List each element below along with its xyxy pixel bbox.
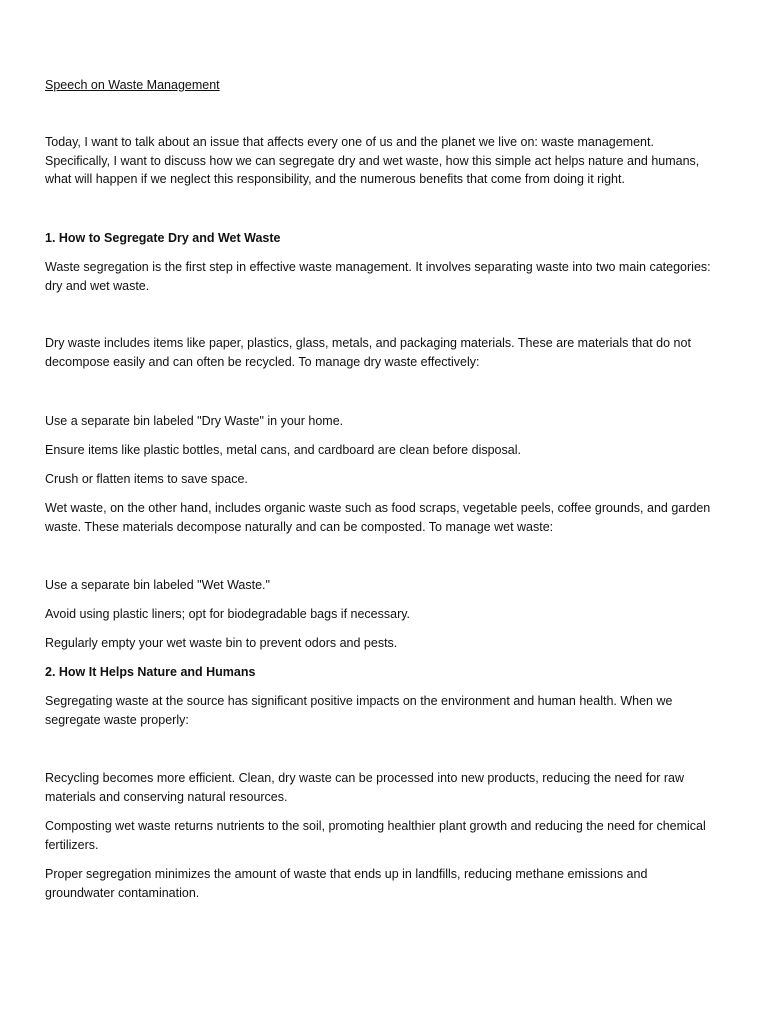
benefit-item: Proper segregation minimizes the amount of waste that ends up in landfills, reducing methane emissions and groundwater contamination.: [45, 867, 648, 900]
dry-waste-intro: Dry waste includes items like paper, plastics, glass, metals, and packaging materials. These are materials that do not decompose easily and can often be recycled. To manage dry waste effectively:: [45, 336, 691, 369]
section2-heading: 2. How It Helps Nature and Humans: [45, 665, 256, 679]
wet-waste-item: Regularly empty your wet waste bin to prevent odors and pests.: [45, 636, 398, 650]
section1-intro: Waste segregation is the first step in effective waste management. It involves separating waste into two main categories: dry and wet waste.: [45, 260, 711, 293]
section2-intro: Segregating waste at the source has significant positive impacts on the environment and human health. When we segregate waste properly:: [45, 694, 673, 727]
dry-waste-item: Crush or flatten items to save space.: [45, 472, 248, 486]
dry-waste-item: Use a separate bin labeled "Dry Waste" in your home.: [45, 414, 344, 428]
wet-waste-item: Use a separate bin labeled "Wet Waste.": [45, 578, 270, 592]
benefit-item: Recycling becomes more efficient. Clean, dry waste can be processed into new products, reducing the need for raw materials and conserving natural resources.: [45, 771, 684, 804]
wet-waste-item: Avoid using plastic liners; opt for biodegradable bags if necessary.: [45, 607, 411, 621]
intro-paragraph: Today, I want to talk about an issue that affects every one of us and the planet we live on: waste management. Specifically, I want to discuss how we can segregate dry and wet waste, how this simple act helps nature and humans, what will happen if we neglect this responsibility, and the numerous benefits that come from doing it right.: [45, 135, 700, 187]
wet-waste-intro: Wet waste, on the other hand, includes organic waste such as food scraps, vegetable peels, coffee grounds, and garden waste. These materials decompose naturally and can be composted. To manage wet waste:: [45, 501, 711, 534]
dry-waste-item: Ensure items like plastic bottles, metal cans, and cardboard are clean before disposal.: [45, 443, 521, 457]
document-title: Speech on Waste Management: [45, 78, 220, 92]
section1-heading: 1. How to Segregate Dry and Wet Waste: [45, 231, 281, 245]
benefit-item: Composting wet waste returns nutrients to the soil, promoting healthier plant growth and reducing the need for chemical fertilizers.: [45, 819, 706, 852]
